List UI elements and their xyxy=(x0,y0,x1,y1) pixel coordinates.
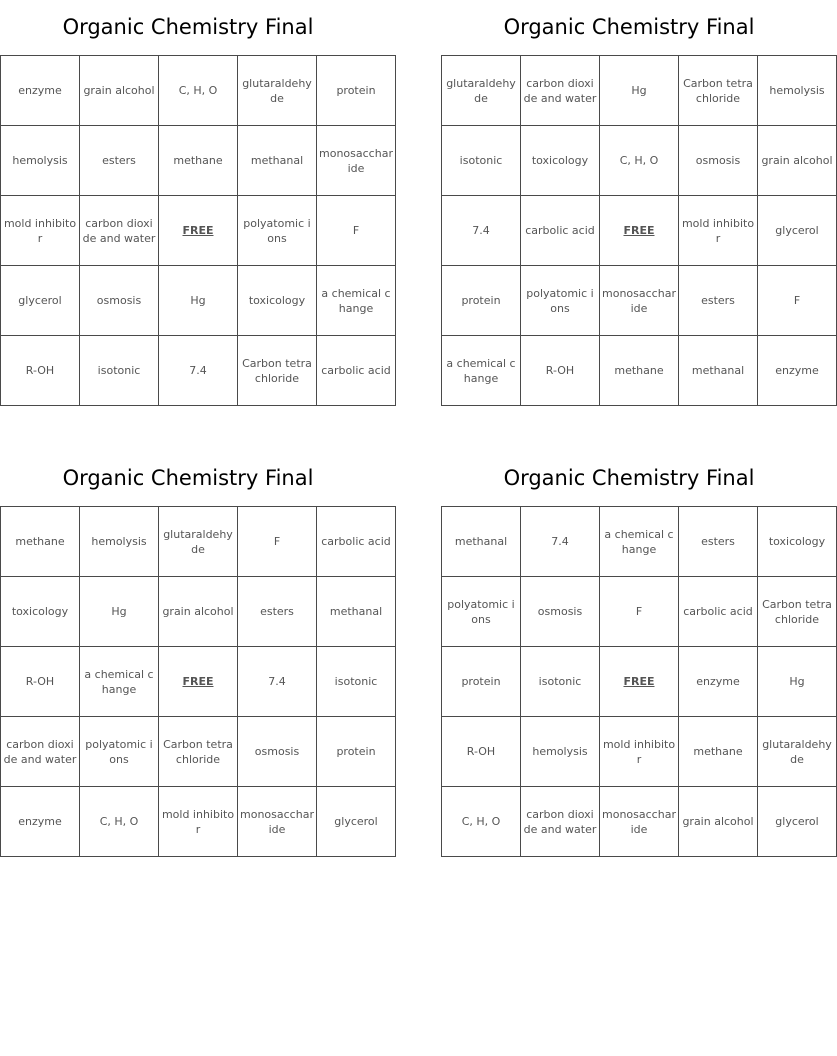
grid-cell: enzyme xyxy=(1,56,80,126)
grid-cell: monosaccharide xyxy=(317,126,396,196)
grid-cell: isotonic xyxy=(442,126,521,196)
grid-cell: polyatomic ions xyxy=(442,577,521,647)
grid-cell: 7.4 xyxy=(238,647,317,717)
grid-cell: Carbon tetrachloride xyxy=(679,56,758,126)
grid-cell: C, H, O xyxy=(80,787,159,857)
grid-row xyxy=(1,266,396,336)
grid-cell: protein xyxy=(442,266,521,336)
grid-row xyxy=(1,336,396,406)
grid-cell: R-OH xyxy=(1,647,80,717)
grid-cell: F xyxy=(317,196,396,266)
grid-cell: mold inhibitor xyxy=(600,717,679,787)
grid-cell: methane xyxy=(679,717,758,787)
grid-cell: F xyxy=(758,266,837,336)
grid-row xyxy=(1,56,396,126)
grid-cell: esters xyxy=(679,266,758,336)
bingo-card-4 xyxy=(441,451,832,857)
grid-cell: isotonic xyxy=(80,336,159,406)
grid-cell: Carbon tetrachloride xyxy=(758,577,837,647)
grid-row xyxy=(442,717,837,787)
grid-cell: monosaccharide xyxy=(600,787,679,857)
bingo-grid xyxy=(0,55,396,406)
bingo-grid xyxy=(441,506,837,857)
grid-cell: hemolysis xyxy=(80,507,159,577)
card-title: Organic Chemistry Final xyxy=(503,466,755,490)
grid-cell: methane xyxy=(1,507,80,577)
grid-cell: methanal xyxy=(679,336,758,406)
grid-cell: carbolic acid xyxy=(521,196,600,266)
grid-cell: carbon dioxide and water xyxy=(521,56,600,126)
grid-row xyxy=(442,577,837,647)
grid-cell: R-OH xyxy=(1,336,80,406)
grid-cell: protein xyxy=(442,647,521,717)
grid-cell: glutaraldehyde xyxy=(159,507,238,577)
grid-cell: methane xyxy=(600,336,679,406)
grid-cell: monosaccharide xyxy=(238,787,317,857)
grid-cell: carbolic acid xyxy=(679,577,758,647)
grid-cell: R-OH xyxy=(521,336,600,406)
grid-cell: isotonic xyxy=(521,647,600,717)
grid-cell: carbon dioxide and water xyxy=(1,717,80,787)
grid-cell: hemolysis xyxy=(1,126,80,196)
grid-cell: methane xyxy=(159,126,238,196)
bingo-grid xyxy=(0,506,396,857)
free-space: FREE xyxy=(600,647,679,717)
grid-cell: grain alcohol xyxy=(159,577,238,647)
bingo-card-2 xyxy=(441,0,833,406)
grid-cell: isotonic xyxy=(317,647,396,717)
grid-cell: grain alcohol xyxy=(679,787,758,857)
grid-cell: mold inhibitor xyxy=(159,787,238,857)
grid-row xyxy=(1,787,396,857)
card-title: Organic Chemistry Final xyxy=(62,466,314,490)
grid-cell: glycerol xyxy=(1,266,80,336)
free-space: FREE xyxy=(159,647,238,717)
grid-cell: mold inhibitor xyxy=(1,196,80,266)
grid-cell: C, H, O xyxy=(159,56,238,126)
grid-cell: protein xyxy=(317,56,396,126)
grid-row xyxy=(442,647,837,717)
grid-cell: a chemical change xyxy=(600,507,679,577)
grid-cell: osmosis xyxy=(679,126,758,196)
grid-row xyxy=(1,507,396,577)
grid-row xyxy=(1,126,396,196)
grid-row xyxy=(1,196,396,266)
grid-cell: enzyme xyxy=(1,787,80,857)
grid-cell: polyatomic ions xyxy=(521,266,600,336)
grid-cell: glycerol xyxy=(758,787,837,857)
grid-cell: esters xyxy=(679,507,758,577)
grid-cell: mold inhibitor xyxy=(679,196,758,266)
grid-cell: carbon dioxide and water xyxy=(521,787,600,857)
grid-cell: glycerol xyxy=(758,196,837,266)
grid-cell: carbon dioxide and water xyxy=(80,196,159,266)
card-title: Organic Chemistry Final xyxy=(62,15,314,39)
grid-cell: monosaccharide xyxy=(600,266,679,336)
grid-cell: esters xyxy=(80,126,159,196)
card-title: Organic Chemistry Final xyxy=(503,15,755,39)
grid-row xyxy=(442,196,837,266)
grid-cell: F xyxy=(238,507,317,577)
grid-cell: grain alcohol xyxy=(80,56,159,126)
grid-cell: enzyme xyxy=(758,336,837,406)
free-space: FREE xyxy=(600,196,679,266)
grid-row xyxy=(442,336,837,406)
grid-row xyxy=(442,56,837,126)
grid-cell: methanal xyxy=(317,577,396,647)
grid-cell: 7.4 xyxy=(159,336,238,406)
grid-cell: carbolic acid xyxy=(317,507,396,577)
grid-cell: grain alcohol xyxy=(758,126,837,196)
grid-cell: osmosis xyxy=(521,577,600,647)
grid-cell: polyatomic ions xyxy=(80,717,159,787)
free-space: FREE xyxy=(159,196,238,266)
grid-cell: toxicology xyxy=(1,577,80,647)
grid-cell: enzyme xyxy=(679,647,758,717)
grid-cell: Hg xyxy=(758,647,837,717)
bingo-grid xyxy=(441,55,837,406)
grid-cell: osmosis xyxy=(80,266,159,336)
grid-cell: F xyxy=(600,577,679,647)
grid-cell: a chemical change xyxy=(442,336,521,406)
grid-cell: hemolysis xyxy=(521,717,600,787)
grid-cell: Hg xyxy=(600,56,679,126)
grid-cell: glutaraldehyde xyxy=(442,56,521,126)
bingo-card-3 xyxy=(0,451,391,857)
grid-row xyxy=(442,507,837,577)
grid-cell: carbolic acid xyxy=(317,336,396,406)
grid-cell: toxicology xyxy=(238,266,317,336)
grid-cell: glutaraldehyde xyxy=(758,717,837,787)
grid-cell: a chemical change xyxy=(80,647,159,717)
grid-cell: esters xyxy=(238,577,317,647)
grid-cell: protein xyxy=(317,717,396,787)
grid-cell: toxicology xyxy=(758,507,837,577)
grid-row xyxy=(442,126,837,196)
grid-cell: Carbon tetrachloride xyxy=(238,336,317,406)
grid-row xyxy=(1,647,396,717)
grid-row xyxy=(442,266,837,336)
grid-cell: Hg xyxy=(80,577,159,647)
grid-row xyxy=(1,717,396,787)
grid-cell: Hg xyxy=(159,266,238,336)
grid-row xyxy=(1,577,396,647)
grid-cell: C, H, O xyxy=(600,126,679,196)
grid-cell: glutaraldehyde xyxy=(238,56,317,126)
bingo-card-1 xyxy=(0,0,393,406)
grid-row xyxy=(442,787,837,857)
grid-cell: methanal xyxy=(238,126,317,196)
grid-cell: a chemical change xyxy=(317,266,396,336)
grid-cell: methanal xyxy=(442,507,521,577)
grid-cell: hemolysis xyxy=(758,56,837,126)
grid-cell: C, H, O xyxy=(442,787,521,857)
grid-cell: osmosis xyxy=(238,717,317,787)
grid-cell: 7.4 xyxy=(442,196,521,266)
grid-cell: 7.4 xyxy=(521,507,600,577)
grid-cell: toxicology xyxy=(521,126,600,196)
grid-cell: R-OH xyxy=(442,717,521,787)
grid-cell: polyatomic ions xyxy=(238,196,317,266)
grid-cell: glycerol xyxy=(317,787,396,857)
grid-cell: Carbon tetrachloride xyxy=(159,717,238,787)
